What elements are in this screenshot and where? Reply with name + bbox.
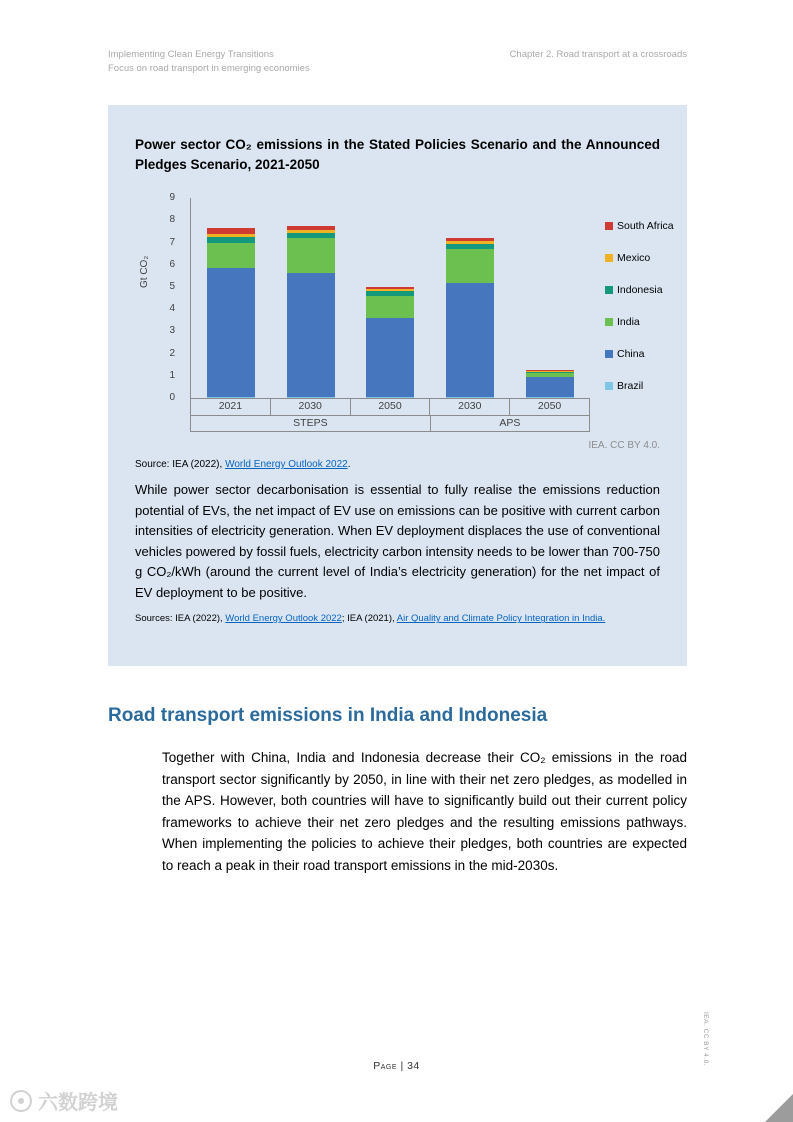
bar-segment-china <box>526 377 574 397</box>
y-tick-label: 9 <box>169 192 175 204</box>
figure-source-line <box>135 459 660 470</box>
stacked-bar <box>526 370 574 398</box>
x-axis-groups-row <box>191 415 589 431</box>
x-axis-year-label: 2050 <box>509 399 589 415</box>
bar-segment-china <box>366 318 414 397</box>
y-tick-label: 6 <box>169 258 175 270</box>
x-axis-group-label-aps: APS <box>430 416 589 431</box>
bar-segment-india <box>287 238 335 272</box>
bar-slot-2021 <box>191 198 271 398</box>
section-road-transport-emissions <box>108 705 687 877</box>
bar-segment-india <box>366 296 414 318</box>
source-suffix: . <box>347 459 351 471</box>
figure-box <box>108 105 687 666</box>
figure-body-paragraph: While power sector decarbonisation is essential to fully realise the emissions reduction potential of EVs, the net impact of EV use on emissions can be positive with current carbon intensities of electricity generation. When EV deployment displaces the use of conventional vehicles powered by fossil fuels, electricity carbon intensity needs to be lower than 700-750 g CO₂/kWh (around the current level of India’s electricity generation) for the net impact of EV deployment to be positive. <box>135 482 660 600</box>
y-tick-label: 4 <box>169 303 175 315</box>
chart-plot <box>190 198 590 398</box>
stacked-bar-chart <box>135 188 674 438</box>
bar-segment-china <box>207 268 255 397</box>
legend-swatch-icon <box>605 254 613 262</box>
legend-label: India <box>617 316 640 329</box>
x-axis-year-label: 2050 <box>350 399 430 415</box>
legend-item-indonesia <box>605 274 674 306</box>
bar-segment-india <box>446 249 494 282</box>
page-number: Page | 34 <box>373 1060 420 1072</box>
y-axis <box>135 192 183 404</box>
y-tick-label: 7 <box>169 236 175 248</box>
figure-license: IEA. CC BY 4.0. <box>588 440 660 452</box>
corner-fold-icon <box>765 1094 793 1122</box>
bar-segment-china <box>446 283 494 397</box>
section-body-paragraph: Together with China, India and Indonesia decrease their CO₂ emissions in the road transport sector significantly by 2050, in line with their net zero pledges, as modelled in the APS. However, both countries will have to significantly build out their current policy frameworks to achieve their net zero pledges and the resulting emissions pathways. When implementing the policies to achieve their pledges, both countries are expected to reach a peak in their road transport emissions in the mid-2030s. <box>162 750 687 873</box>
legend-item-south-africa <box>605 210 674 242</box>
bar-slot-2050 <box>510 198 590 398</box>
legend-label: China <box>617 348 645 361</box>
legend-swatch-icon <box>605 222 613 230</box>
running-header-title: Implementing Clean Energy Transitions <box>108 49 274 60</box>
sources-prefix: Sources: IEA (2022), <box>135 613 226 625</box>
y-tick-label: 3 <box>169 325 175 337</box>
bar-segment-china <box>287 273 335 397</box>
legend-label: Indonesia <box>617 284 663 297</box>
section-heading: Road transport emissions in India and Indonesia <box>108 705 548 726</box>
bar-slot-2030 <box>430 198 510 398</box>
y-tick-label: 8 <box>169 214 175 226</box>
y-tick-label: 1 <box>169 369 175 381</box>
legend-swatch-icon <box>605 382 613 390</box>
legend-label: South Africa <box>617 220 674 233</box>
stacked-bar <box>287 226 335 398</box>
bar-slot-2030 <box>271 198 351 398</box>
y-tick-label: 0 <box>169 392 175 404</box>
legend-swatch-icon <box>605 350 613 358</box>
legend-swatch-icon <box>605 286 613 294</box>
source-prefix: Source: IEA (2022), <box>135 459 226 471</box>
x-axis-year-label: 2021 <box>218 400 243 413</box>
sources-link-air-quality[interactable]: Air Quality and Climate Policy Integration in India. <box>396 613 606 625</box>
figure-title: Power sector CO₂ emissions in the Stated Policies Scenario and the Announced Pledges Scenario, 2021-2050 <box>135 137 660 172</box>
x-axis-year-label: 2030 <box>270 399 350 415</box>
running-header-subtitle: Focus on road transport in emerging economies <box>108 62 310 74</box>
chart-legend <box>605 210 674 402</box>
watermark-logo-icon <box>10 1090 32 1112</box>
watermark-text: 六数跨境 <box>38 1092 118 1114</box>
source-link-weo2022[interactable]: World Energy Outlook 2022 <box>225 459 348 471</box>
legend-item-mexico <box>605 242 674 274</box>
running-header-chapter: Chapter 2. Road transport at a crossroads <box>509 49 687 60</box>
bar-segment-india <box>207 243 255 269</box>
x-axis-table <box>190 398 590 432</box>
y-tick-label: 5 <box>169 281 175 292</box>
watermark <box>10 1086 118 1115</box>
x-axis-years-row <box>191 399 589 415</box>
stacked-bar <box>366 287 414 398</box>
bar-slot-2050 <box>351 198 431 398</box>
y-tick-label: 2 <box>169 347 175 359</box>
figure-sources-line <box>135 613 660 624</box>
side-license-text: IEA. CC BY 4.0. <box>702 1012 709 1066</box>
legend-item-india <box>605 306 674 338</box>
stacked-bar <box>207 228 255 398</box>
y-axis-label: Gt CO₂ <box>139 255 150 289</box>
x-axis-group-label-steps: STEPS <box>293 417 328 430</box>
legend-item-china <box>605 338 674 370</box>
x-axis-year-label: 2030 <box>429 399 509 415</box>
stacked-bar <box>446 238 494 398</box>
legend-item-brazil <box>605 370 674 402</box>
legend-label: Brazil <box>617 380 644 393</box>
legend-swatch-icon <box>605 318 613 326</box>
sources-mid: ; IEA (2021), <box>341 613 397 625</box>
running-header-left <box>108 48 310 76</box>
sources-link-weo2022[interactable]: World Energy Outlook 2022 <box>225 613 342 625</box>
legend-label: Mexico <box>617 252 651 265</box>
